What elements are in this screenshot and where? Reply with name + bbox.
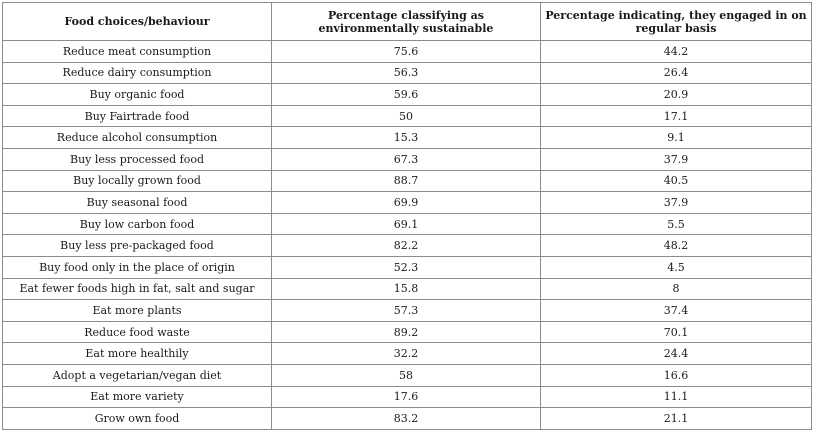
cell-percentage-sustainable: 50 (272, 105, 541, 127)
table-row (3, 62, 812, 84)
cell-food-choice: Eat more plants (3, 300, 272, 322)
cell-percentage-sustainable: 82.2 (272, 235, 541, 257)
cell-food-choice: Buy food only in the place of origin (3, 256, 272, 278)
cell-food-choice: Buy Fairtrade food (3, 105, 272, 127)
table-row (3, 148, 812, 170)
cell-percentage-engaged: 44.2 (541, 41, 812, 63)
table-row (3, 213, 812, 235)
cell-percentage-sustainable: 17.6 (272, 386, 541, 408)
cell-food-choice: Grow own food (3, 408, 272, 430)
table-row (3, 300, 812, 322)
header-food-choices: Food choices/behaviour (3, 3, 272, 41)
cell-percentage-engaged: 21.1 (541, 408, 812, 430)
cell-percentage-sustainable: 67.3 (272, 148, 541, 170)
cell-food-choice: Buy less pre-packaged food (3, 235, 272, 257)
cell-percentage-sustainable: 88.7 (272, 170, 541, 192)
cell-percentage-engaged: 17.1 (541, 105, 812, 127)
cell-percentage-sustainable: 69.9 (272, 192, 541, 214)
cell-food-choice: Reduce food waste (3, 321, 272, 343)
cell-percentage-sustainable: 89.2 (272, 321, 541, 343)
food-behaviour-table-container (2, 2, 812, 430)
cell-percentage-engaged: 4.5 (541, 256, 812, 278)
cell-percentage-sustainable: 69.1 (272, 213, 541, 235)
cell-percentage-engaged: 70.1 (541, 321, 812, 343)
cell-percentage-sustainable: 59.6 (272, 84, 541, 106)
cell-food-choice: Buy low carbon food (3, 213, 272, 235)
cell-percentage-engaged: 48.2 (541, 235, 812, 257)
table-row (3, 321, 812, 343)
cell-percentage-engaged: 5.5 (541, 213, 812, 235)
table-row (3, 235, 812, 257)
table-body (3, 41, 812, 430)
cell-percentage-engaged: 37.9 (541, 192, 812, 214)
cell-percentage-engaged: 24.4 (541, 343, 812, 365)
cell-percentage-engaged: 37.9 (541, 148, 812, 170)
table-row (3, 127, 812, 149)
cell-food-choice: Adopt a vegetarian/vegan diet (3, 364, 272, 386)
table-row (3, 41, 812, 63)
table-row (3, 386, 812, 408)
cell-percentage-sustainable: 15.3 (272, 127, 541, 149)
table-row (3, 364, 812, 386)
table-row (3, 170, 812, 192)
cell-percentage-sustainable: 32.2 (272, 343, 541, 365)
cell-percentage-engaged: 40.5 (541, 170, 812, 192)
table-row (3, 192, 812, 214)
cell-percentage-engaged: 26.4 (541, 62, 812, 84)
cell-percentage-engaged: 16.6 (541, 364, 812, 386)
cell-food-choice: Buy seasonal food (3, 192, 272, 214)
cell-percentage-engaged: 20.9 (541, 84, 812, 106)
cell-percentage-engaged: 11.1 (541, 386, 812, 408)
cell-food-choice: Buy less processed food (3, 148, 272, 170)
table-row (3, 84, 812, 106)
cell-food-choice: Eat more healthily (3, 343, 272, 365)
cell-percentage-sustainable: 57.3 (272, 300, 541, 322)
cell-food-choice: Reduce meat consumption (3, 41, 272, 63)
cell-percentage-engaged: 37.4 (541, 300, 812, 322)
cell-food-choice: Reduce alcohol consumption (3, 127, 272, 149)
cell-food-choice: Buy locally grown food (3, 170, 272, 192)
cell-percentage-sustainable: 56.3 (272, 62, 541, 84)
header-percentage-sustainable: Percentage classifying as environmentally sustainable (272, 3, 541, 41)
cell-food-choice: Eat fewer foods high in fat, salt and sugar (3, 278, 272, 300)
cell-percentage-sustainable: 83.2 (272, 408, 541, 430)
cell-percentage-sustainable: 15.8 (272, 278, 541, 300)
cell-percentage-sustainable: 52.3 (272, 256, 541, 278)
cell-food-choice: Eat more variety (3, 386, 272, 408)
cell-food-choice: Reduce dairy consumption (3, 62, 272, 84)
cell-percentage-engaged: 9.1 (541, 127, 812, 149)
cell-percentage-sustainable: 75.6 (272, 41, 541, 63)
food-behaviour-table (2, 2, 812, 430)
header-percentage-engaged: Percentage indicating, they engaged in on regular basis (541, 3, 812, 41)
cell-food-choice: Buy organic food (3, 84, 272, 106)
table-row (3, 343, 812, 365)
cell-percentage-sustainable: 58 (272, 364, 541, 386)
table-row (3, 408, 812, 430)
table-row (3, 278, 812, 300)
table-row (3, 256, 812, 278)
table-header (3, 3, 812, 41)
header-row (3, 3, 812, 41)
cell-percentage-engaged: 8 (541, 278, 812, 300)
table-row (3, 105, 812, 127)
